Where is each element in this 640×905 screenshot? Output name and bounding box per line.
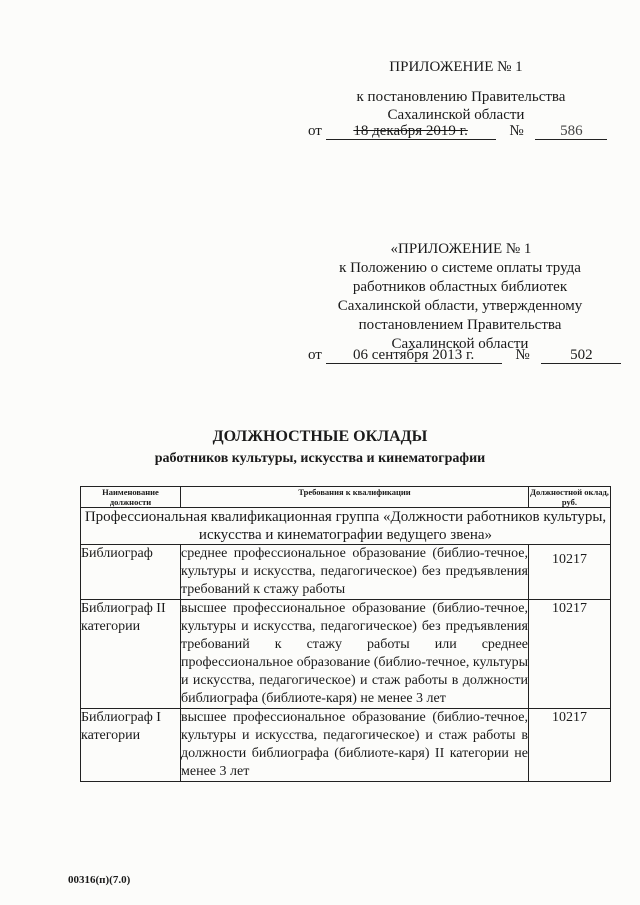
appendix2-line-0: к Положению о системе оплаты труда xyxy=(339,260,581,276)
appendix2-line-4: Сахалинской области xyxy=(391,336,529,352)
table-row xyxy=(81,709,611,782)
number-label: № xyxy=(515,347,530,363)
header-salary: Должностной оклад, руб. xyxy=(530,487,609,507)
decree-date: 06 сентября 2013 г. xyxy=(326,347,502,364)
requirements-cell: высшее профессиональное образование (библио-течное, культуры и искусства, педагогическое) и стаж работы в должности библиографа (библиоте-каря) II категории не менее 3 лет xyxy=(181,709,529,782)
document-subtitle: работников культуры, искусства и кинематографии xyxy=(154,451,486,466)
document-code: 00316(п)(7.0) xyxy=(68,874,131,886)
position-cell: Библиограф xyxy=(81,545,181,600)
salary-cell: 10217 xyxy=(529,545,611,600)
position-cell: Библиограф I категории xyxy=(81,709,181,782)
salary-cell: 10217 xyxy=(529,709,611,782)
decree-number: 502 xyxy=(541,347,621,364)
appendix1-line1: к постановлению Правительства xyxy=(356,89,566,105)
appendix1-line2: Сахалинской области xyxy=(387,107,525,123)
salary-cell: 10217 xyxy=(529,600,611,709)
appendix2-line-2: Сахалинской области, утвержденному xyxy=(337,298,583,314)
header-position: Наименование должности xyxy=(81,487,181,508)
qualification-group: Профессиональная квалификационная группа «Должности работников культуры, искусства и кинематографии ведущего звена» xyxy=(81,508,611,545)
decree-date: 18 декабря 2019 г. xyxy=(326,123,496,140)
requirements-cell: высшее профессиональное образование (библио-течное, культуры и искусства, педагогическое) без предъявления требований к стажу работы или среднее профессиональное образование (библио-течное, культуры и искусства, педагогическое) и стаж работы в должности библиографа (библиоте-каря) не менее 3 лет xyxy=(181,600,529,709)
from-label: от xyxy=(308,347,322,363)
position-cell: Библиограф II категории xyxy=(81,600,181,709)
header-requirements: Требования к квалификации xyxy=(181,487,529,508)
appendix2-line-1: работников областных библиотек xyxy=(352,279,568,295)
salary-table xyxy=(80,486,611,782)
table-row xyxy=(81,545,611,600)
requirements-cell: среднее профессиональное образование (библио-течное, культуры и искусства, педагогическое) без предъявления требований к стажу работы xyxy=(181,545,529,600)
appendix2-number-row xyxy=(308,347,621,364)
document-title: ДОЛЖНОСТНЫЕ ОКЛАДЫ xyxy=(212,428,428,445)
from-label: от xyxy=(308,123,322,139)
appendix1-title: ПРИЛОЖЕНИЕ № 1 xyxy=(389,59,523,75)
table-header-row xyxy=(81,487,611,508)
decree-number: 586 xyxy=(535,123,607,140)
appendix2-line-3: постановлением Правительства xyxy=(358,317,562,333)
appendix2-title: «ПРИЛОЖЕНИЕ № 1 xyxy=(390,241,532,257)
appendix1-number-row xyxy=(308,123,607,140)
table-row xyxy=(81,600,611,709)
number-label: № xyxy=(509,123,524,139)
group-row xyxy=(81,508,611,545)
